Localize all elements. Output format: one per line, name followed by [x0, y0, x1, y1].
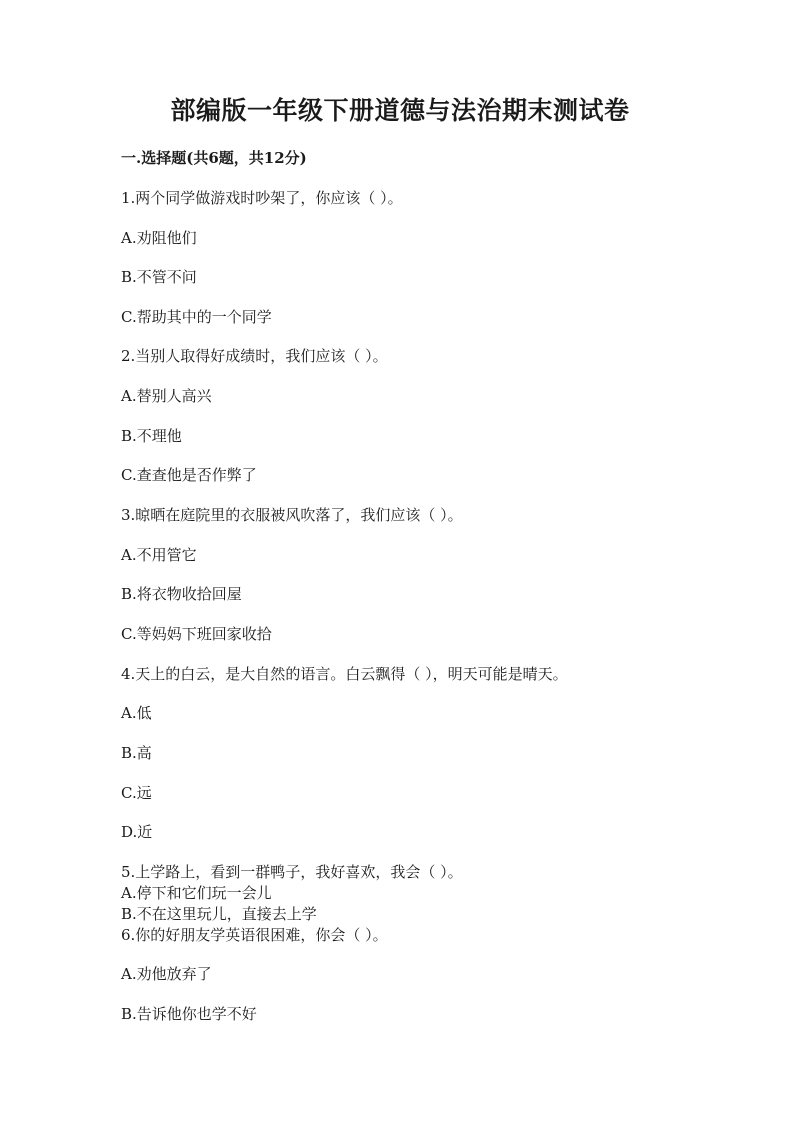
question-2-option-b: B.不理他: [121, 427, 182, 445]
question-2-option-c: C.查查他是否作弊了: [121, 466, 257, 484]
question-4-option-c: C.远: [121, 784, 152, 802]
question-3-option-b: B.将衣物收拾回屋: [121, 585, 242, 603]
question-1-option-b: B.不管不问: [121, 268, 197, 286]
question-3-option-c: C.等妈妈下班回家收拾: [121, 625, 272, 643]
section-heading: 一.选择题(共6题，共12分): [121, 149, 307, 167]
question-4-stem: 4.天上的白云，是大自然的语言。白云飘得（ ），明天可能是晴天。: [121, 665, 568, 683]
question-6-option-a: A.劝他放弃了: [121, 965, 212, 983]
question-1-option-a: A.劝阻他们: [121, 229, 197, 247]
question-1-option-c: C.帮助其中的一个同学: [121, 308, 272, 326]
question-5-option-b: B.不在这里玩儿，直接去上学: [121, 905, 317, 923]
question-3-option-a: A.不用管它: [121, 546, 197, 564]
question-5-stem: 5.上学路上，看到一群鸭子，我好喜欢，我会（ ）。: [121, 863, 463, 881]
question-6-option-b: B.告诉他你也学不好: [121, 1005, 257, 1023]
exam-title: 部编版一年级下册道德与法治期末测试卷: [170, 96, 630, 125]
question-5-option-a: A.停下和它们玩一会儿: [121, 884, 272, 902]
question-4-option-a: A.低: [121, 704, 152, 722]
question-1-stem: 1.两个同学做游戏时吵架了，你应该（ ）。: [121, 189, 403, 207]
question-4-option-b: B.高: [121, 744, 152, 762]
question-6-stem: 6.你的好朋友学英语很困难，你会（ ）。: [121, 926, 388, 944]
question-2-option-a: A.替别人高兴: [121, 387, 212, 405]
question-4-option-d: D.近: [121, 823, 153, 841]
question-3-stem: 3.晾晒在庭院里的衣服被风吹落了，我们应该（ ）。: [121, 506, 463, 524]
question-2-stem: 2.当别人取得好成绩时，我们应该（ ）。: [121, 347, 388, 365]
